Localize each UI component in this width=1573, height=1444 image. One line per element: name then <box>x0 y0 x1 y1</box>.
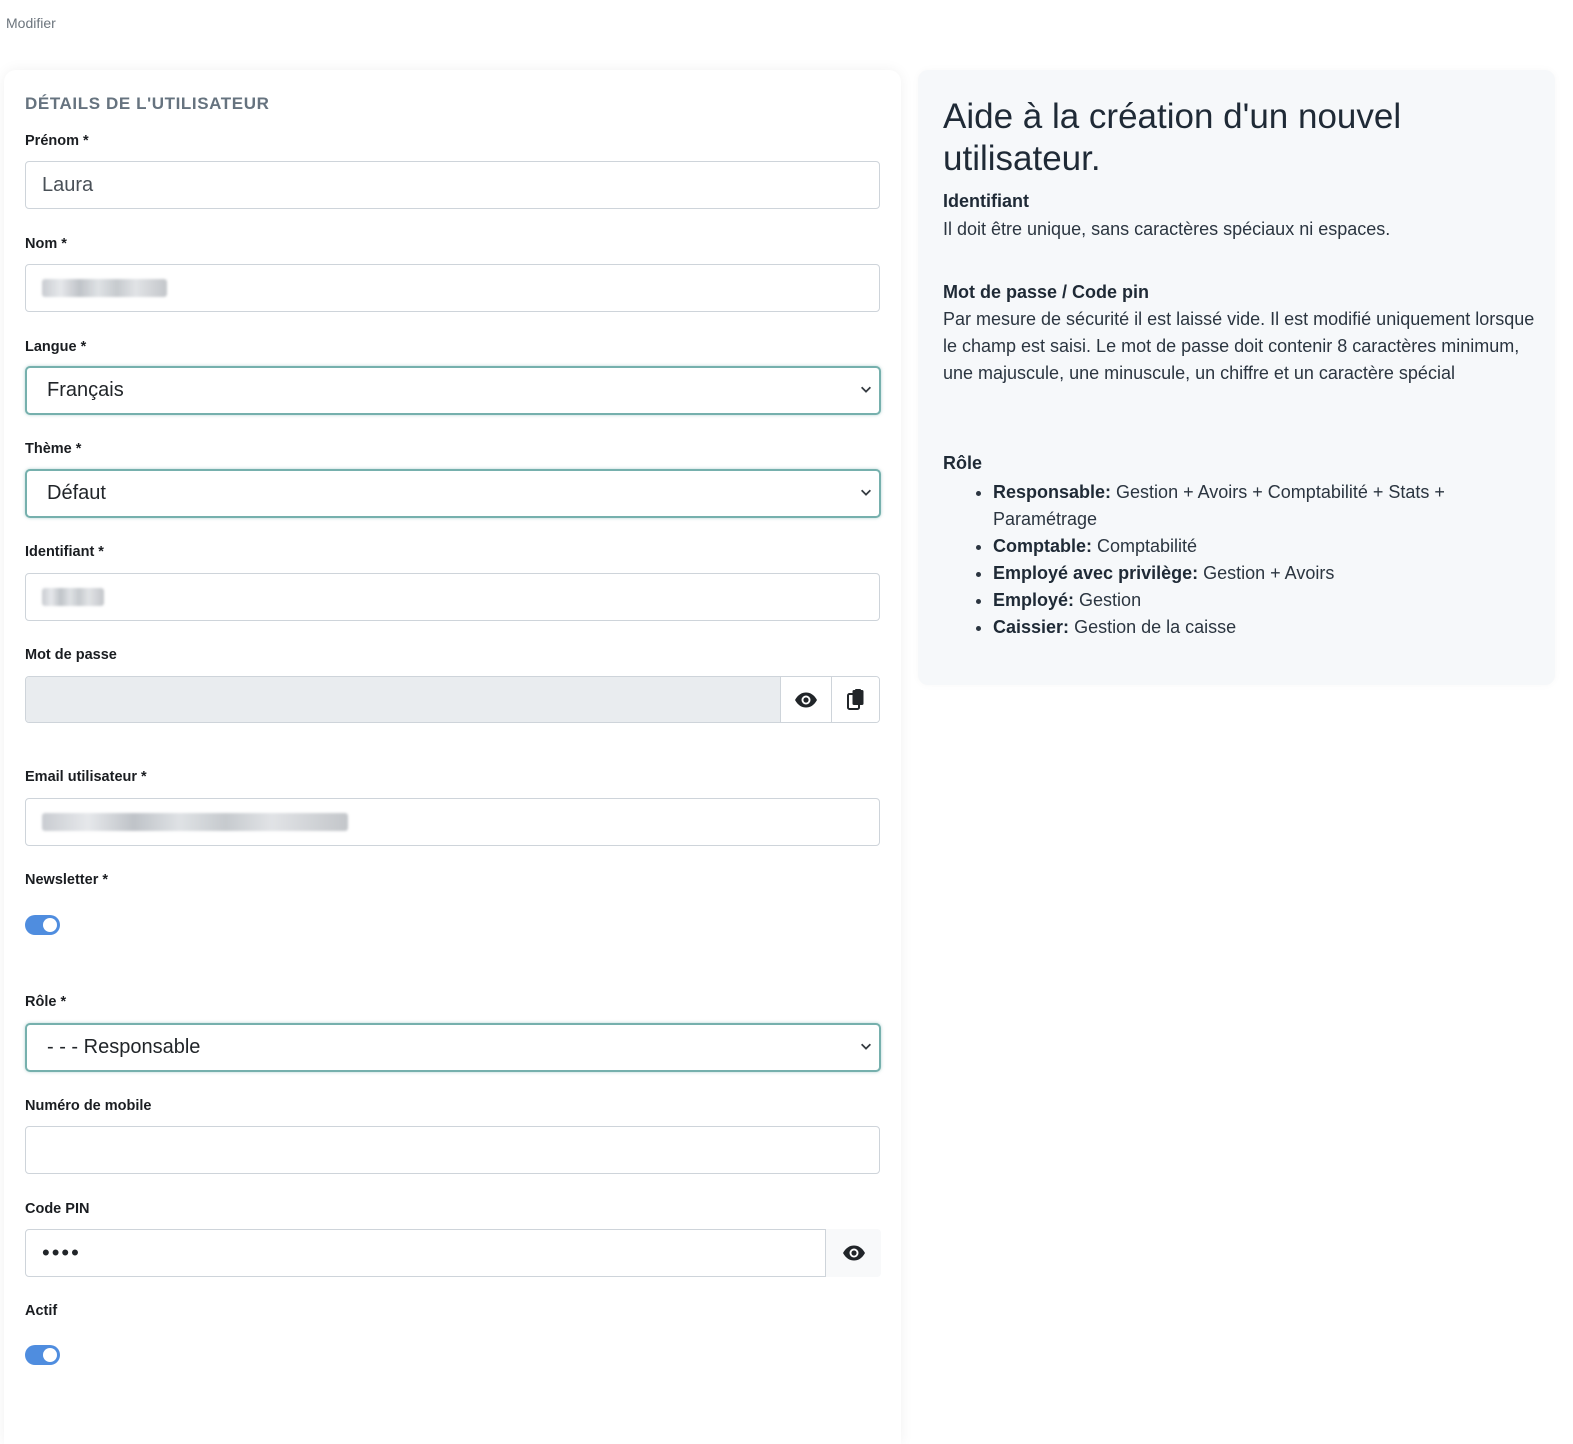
copy-icon <box>847 689 865 711</box>
chevron-down-icon <box>859 485 873 499</box>
email-redacted-value <box>42 813 348 831</box>
role-item <box>993 614 1533 641</box>
help-title: Aide à la création d'un nouvel utilisateur. <box>943 97 1402 178</box>
newsletter-label: Newsletter * <box>25 872 109 888</box>
role-name: Comptable: <box>993 536 1092 556</box>
help-panel <box>918 70 1555 685</box>
chevron-down-icon <box>859 1039 873 1053</box>
password-label: Mot de passe <box>25 647 117 663</box>
section-title: DÉTAILS DE L'UTILISATEUR <box>25 94 270 113</box>
pin-group <box>25 1229 881 1277</box>
role-desc: Gestion de la caisse <box>1074 617 1237 637</box>
langue-selected: Français <box>47 379 124 401</box>
actif-toggle[interactable] <box>25 1345 60 1365</box>
identifiant-redacted-value <box>42 588 104 606</box>
role-name: Employé: <box>993 590 1075 610</box>
identifiant-input[interactable] <box>25 573 880 621</box>
theme-label: Thème * <box>25 441 82 457</box>
email-input[interactable] <box>25 798 880 846</box>
help-password-heading: Mot de passe / Code pin <box>943 282 1150 302</box>
actif-label: Actif <box>25 1303 58 1319</box>
role-desc: Gestion + Avoirs + Comptabilité + Stats + Paramétrage <box>993 482 1445 529</box>
help-role-heading: Rôle <box>943 453 983 473</box>
theme-select[interactable] <box>25 469 881 518</box>
prenom-value: Laura <box>42 173 94 196</box>
pin-input[interactable] <box>25 1229 826 1277</box>
password-input[interactable] <box>26 677 780 722</box>
nom-label: Nom * <box>25 236 67 252</box>
langue-select[interactable] <box>25 366 881 415</box>
role-item <box>993 479 1533 533</box>
role-select[interactable] <box>25 1023 881 1072</box>
role-selected: - - - Responsable <box>47 1036 201 1058</box>
toggle-knob <box>43 918 57 932</box>
pin-masked-value: •••• <box>42 1240 81 1265</box>
role-label: Rôle * <box>25 994 67 1010</box>
eye-icon <box>794 692 818 708</box>
role-list <box>943 479 1533 641</box>
newsletter-toggle[interactable] <box>25 915 60 935</box>
show-pin-button[interactable] <box>826 1229 881 1277</box>
toggle-knob <box>43 1348 57 1362</box>
help-identifiant-text: Il doit être unique, sans caractères spéciaux ni espaces. <box>943 219 1391 239</box>
role-name: Employé avec privilège: <box>993 563 1199 583</box>
mobile-input[interactable] <box>25 1126 880 1174</box>
role-name: Caissier: <box>993 617 1070 637</box>
pin-label: Code PIN <box>25 1201 90 1217</box>
identifiant-label: Identifiant * <box>25 544 104 560</box>
theme-selected: Défaut <box>47 482 106 504</box>
prenom-label: Prénom * <box>25 133 89 149</box>
eye-icon <box>842 1245 866 1261</box>
email-label: Email utilisateur * <box>25 769 147 785</box>
mobile-label: Numéro de mobile <box>25 1098 152 1114</box>
role-desc: Comptabilité <box>1097 536 1198 556</box>
password-group <box>25 676 880 723</box>
nom-redacted-value <box>42 279 167 297</box>
user-details-card <box>4 70 901 1444</box>
role-item <box>993 587 1533 614</box>
chevron-down-icon <box>859 382 873 396</box>
prenom-input[interactable] <box>25 161 880 209</box>
role-item <box>993 560 1533 587</box>
role-desc: Gestion + Avoirs <box>1203 563 1335 583</box>
role-name: Responsable: <box>993 482 1112 502</box>
help-identifiant-heading: Identifiant <box>943 191 1029 211</box>
copy-password-button[interactable] <box>831 677 879 722</box>
role-item <box>993 533 1533 560</box>
role-desc: Gestion <box>1079 590 1142 610</box>
help-password-text: Par mesure de sécurité il est laissé vide. Il est modifié uniquement lorsque le champ est saisi. Le mot de passe doit contenir 8 caractères minimum, une majuscule, une minuscule, un chiffre et un caractère spécial <box>943 309 1535 383</box>
nom-input[interactable] <box>25 264 880 312</box>
show-password-button[interactable] <box>780 677 831 722</box>
breadcrumb: Modifier <box>6 15 56 31</box>
langue-label: Langue * <box>25 339 87 355</box>
